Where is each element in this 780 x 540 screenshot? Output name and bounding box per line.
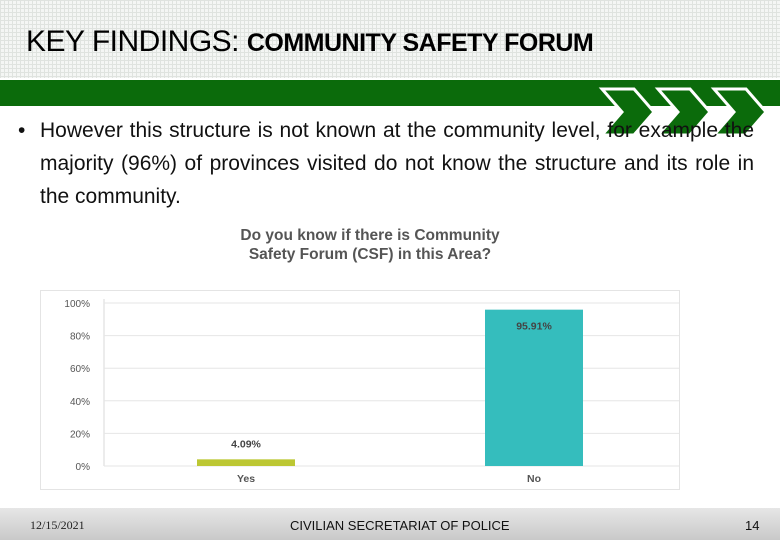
footer-page-number: 14	[745, 518, 760, 533]
bar-chart	[40, 290, 680, 490]
bullet-paragraph	[18, 114, 754, 213]
chart-title-line1: Do you know if there is Community	[240, 227, 500, 244]
footer-bar	[0, 508, 780, 540]
chart-title	[120, 226, 620, 264]
bar-yes	[197, 459, 295, 466]
data-label-no: 95.91%	[516, 320, 552, 333]
slide-title-rest: COMMUNITY SAFETY FORUM	[246, 29, 594, 57]
y-tick-label: 100%	[64, 299, 90, 310]
y-tick-label: 80%	[69, 331, 90, 343]
x-tick-label-yes: Yes	[236, 473, 256, 485]
y-tick-label: 20%	[69, 429, 90, 441]
bullet-text: However this structure is not known at the community level, for example the majority (96%) of provinces visited do not know the structure and its role in the community.	[40, 119, 754, 208]
y-tick-label: 60%	[69, 364, 90, 376]
footer-date: 12/15/2021	[30, 518, 85, 532]
chart-title-line2: Safety Forum (CSF) in this Area?	[248, 246, 492, 263]
bullet-symbol: •	[18, 119, 26, 142]
footer-organization: CIVILIAN SECRETARIAT OF POLICE	[290, 518, 510, 533]
bar-no	[485, 310, 583, 466]
slide-title-lead: KEY FINDINGS:	[26, 25, 239, 58]
data-label-yes: 4.09%	[231, 438, 261, 451]
y-tick-label: 0%	[75, 462, 90, 473]
x-tick-label-no: No	[527, 473, 541, 485]
slide-title	[26, 22, 593, 63]
y-tick-label: 40%	[69, 396, 90, 408]
